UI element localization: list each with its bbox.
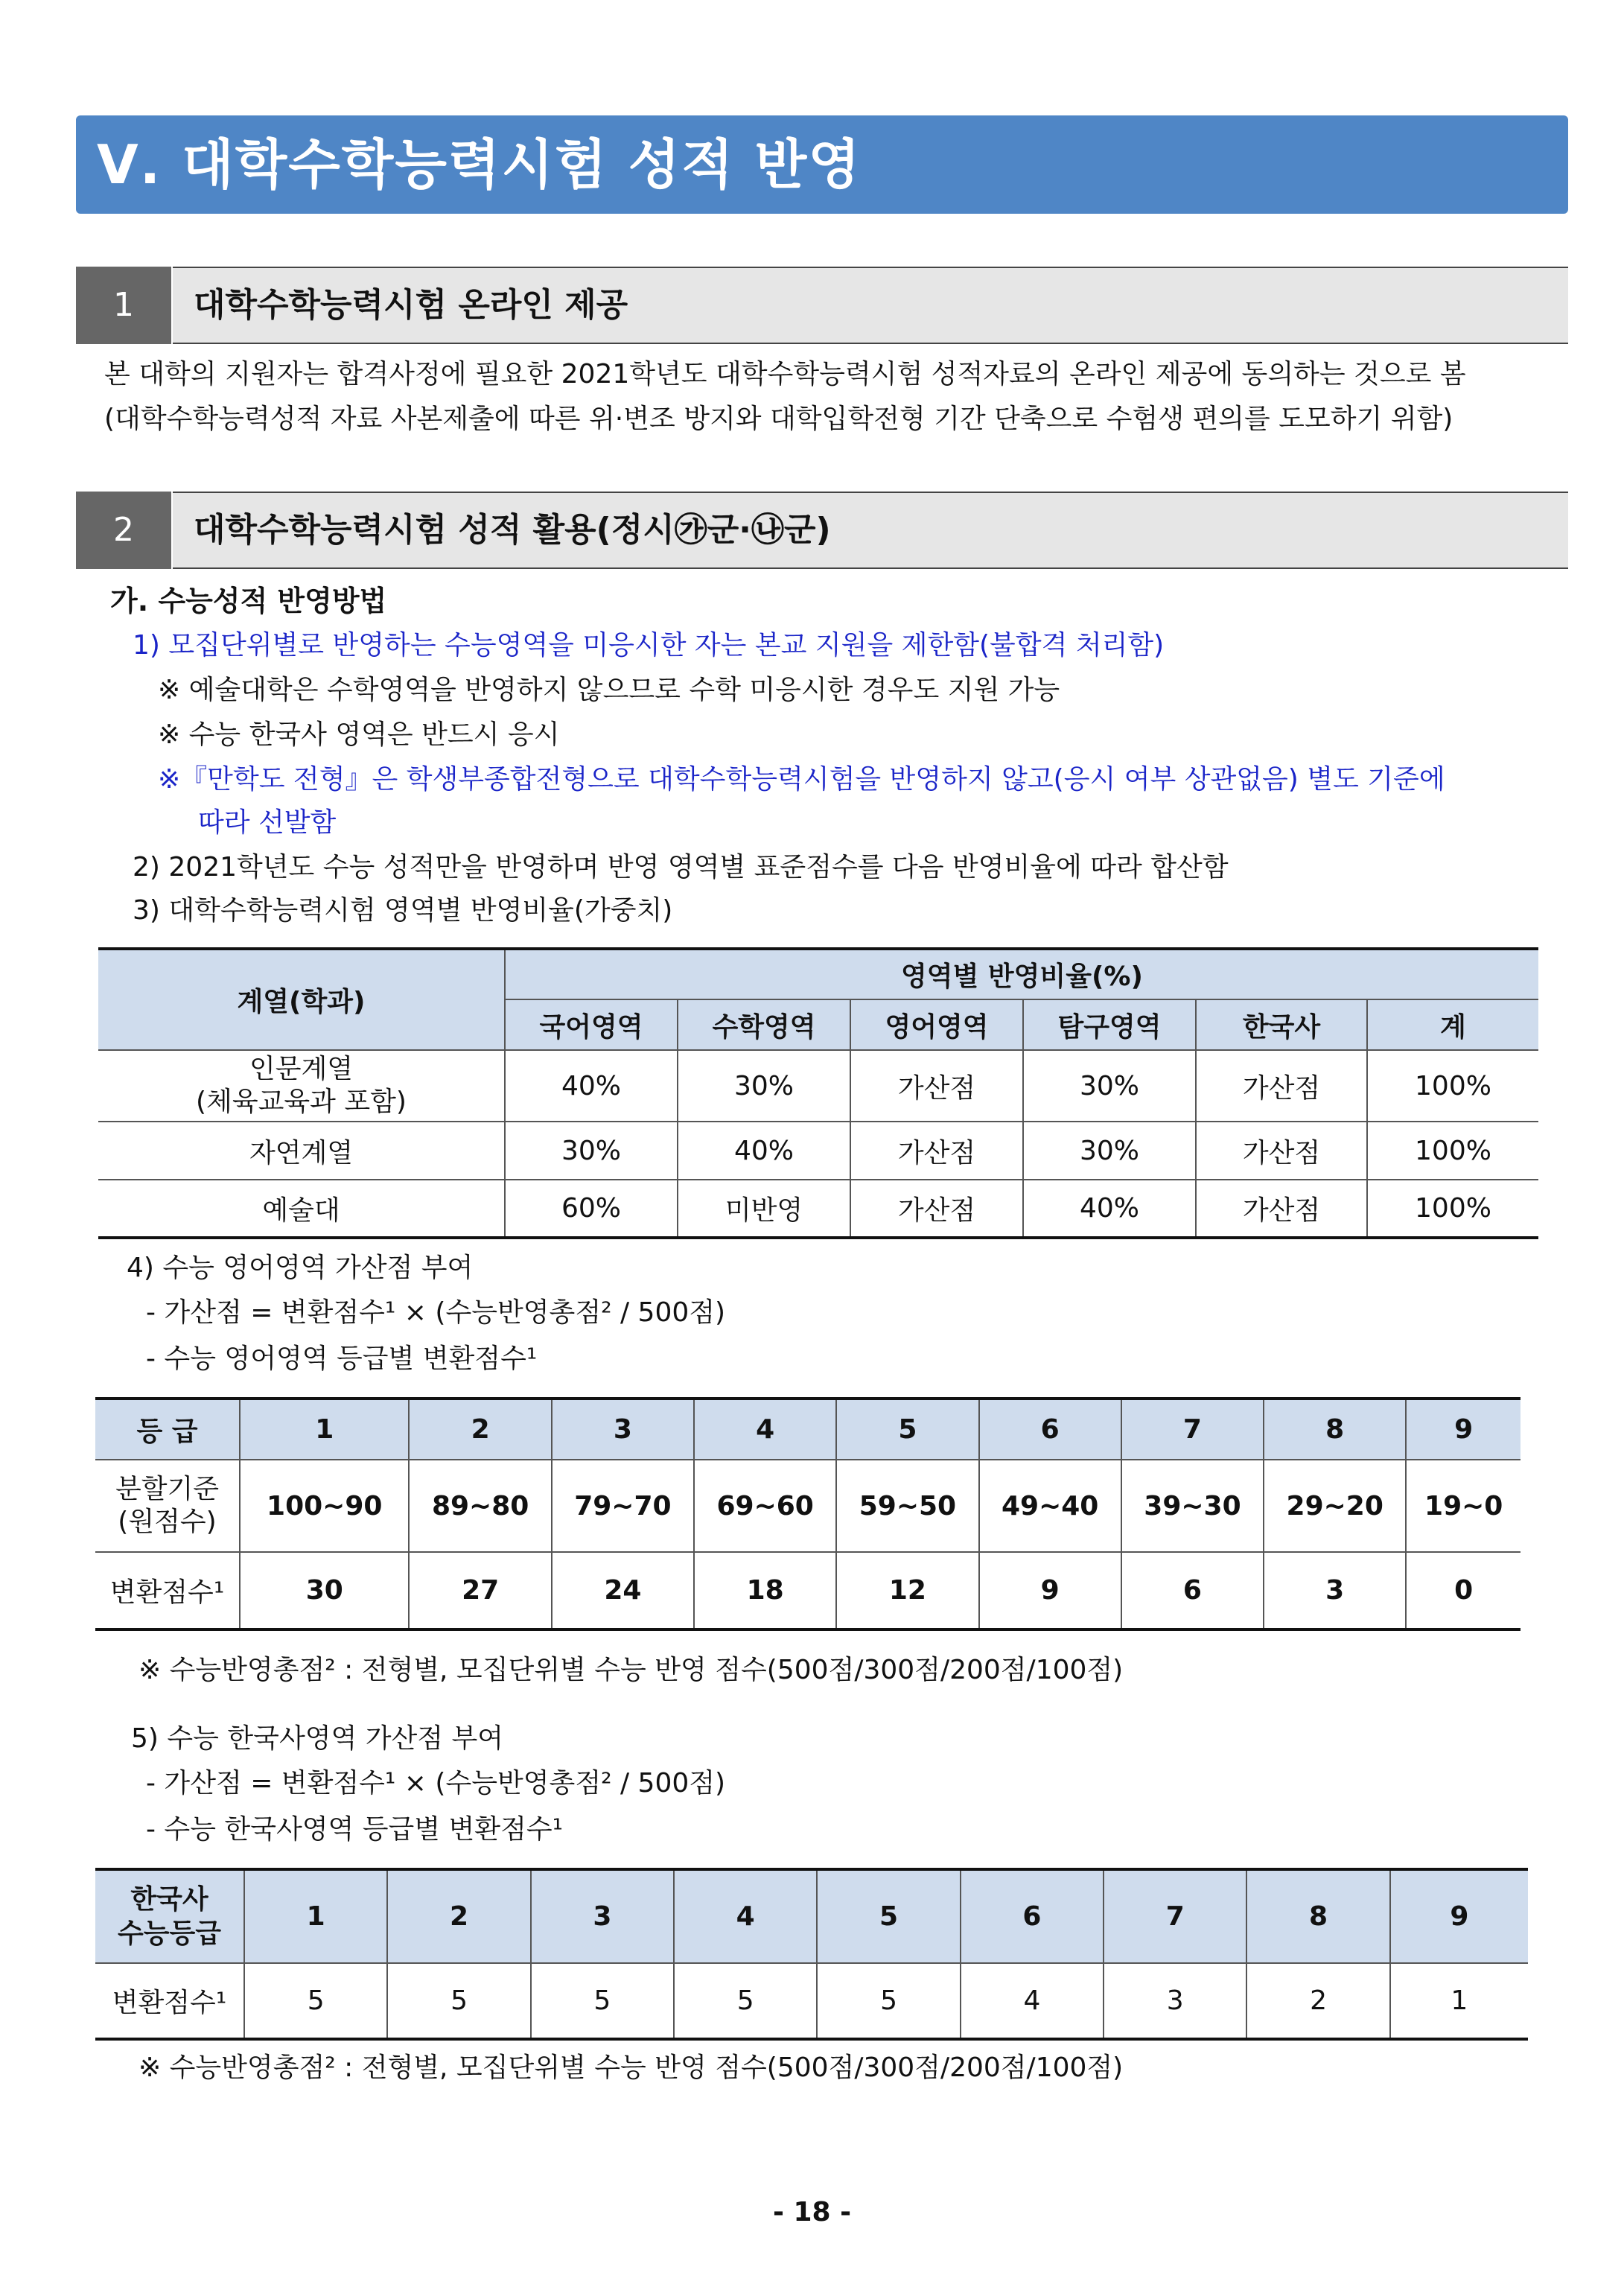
table-cell: 가산점: [850, 1050, 1023, 1122]
score-cell: 5: [531, 1963, 674, 2039]
history-item: 5) 수능 한국사영역 가산점 부여: [131, 1723, 504, 1754]
row-label-line1: 인문계열: [249, 1054, 354, 1084]
rule-item-3: 3) 대학수학능력시험 영역별 반영비율(가중치): [133, 895, 673, 926]
score-cell: 5: [244, 1963, 387, 2039]
table-cell: 40%: [505, 1050, 678, 1122]
section1-text-line2: (대학수학능력성적 자료 사본제출에 따른 위·변조 방지와 대학입학전형 기간 단축으로 수험생 편의를 도모하기 위함): [104, 404, 1453, 434]
grade-cell: 8: [1246, 1869, 1389, 1963]
column-header: 영어영역: [850, 999, 1023, 1050]
grade-cell: 4: [694, 1399, 836, 1460]
english-formula: - 가산점 = 변환점수¹ × (수능반영총점² / 500점): [146, 1297, 726, 1328]
grade-cell: 1: [240, 1399, 409, 1460]
table-cell: 가산점: [850, 1180, 1023, 1238]
history-formula: - 가산점 = 변환점수¹ × (수능반영총점² / 500점): [146, 1768, 726, 1799]
range-cell: 19~0: [1406, 1460, 1520, 1552]
table-cell: 30%: [505, 1122, 678, 1180]
score-label: 변환점수¹: [95, 1963, 244, 2039]
grade-cell: 7: [1121, 1399, 1264, 1460]
section2-title: 대학수학능력시험 성적 활용(정시㉮군·㉯군): [173, 492, 1568, 569]
table-cell: 40%: [678, 1122, 850, 1180]
section2-number: 2: [76, 492, 171, 569]
history-grade-table: [95, 1868, 1528, 2041]
range-cell: 79~70: [552, 1460, 694, 1552]
score-cell: 5: [817, 1963, 960, 2039]
grade-cell: 5: [836, 1399, 978, 1460]
row-label-line2: (체육교육과 포함): [196, 1087, 407, 1117]
score-row: [95, 1552, 1520, 1629]
score-label: 변환점수¹: [95, 1552, 240, 1629]
range-label-line1: 분할기준: [115, 1474, 220, 1504]
score-cell: 0: [1406, 1552, 1520, 1629]
grade-cell: 9: [1406, 1399, 1520, 1460]
grade-cell: 7: [1104, 1869, 1246, 1963]
score-cell: 2: [1246, 1963, 1389, 2039]
score-cell: 5: [387, 1963, 530, 2039]
grade-cell: 8: [1264, 1399, 1406, 1460]
table-cell: 40%: [1023, 1180, 1196, 1238]
grade-cell: 5: [817, 1869, 960, 1963]
range-cell: 89~80: [409, 1460, 551, 1552]
column-header: 탐구영역: [1023, 999, 1196, 1050]
grade-cell: 3: [552, 1399, 694, 1460]
header-ratio-group: 영역별 반영비율(%): [505, 949, 1538, 999]
note-mature-students-line2: 따라 선발함: [198, 807, 337, 838]
grade-header-row: [95, 1869, 1528, 1963]
table-row: [98, 1122, 1538, 1180]
section1-text-line1: 본 대학의 지원자는 합격사정에 필요한 2021학년도 대학수학능력시험 성적자료의 온라인 제공에 동의하는 것으로 봄: [104, 359, 1466, 389]
column-header: 한국사: [1196, 999, 1367, 1050]
chapter-title: Ⅴ. 대학수학능력시험 성적 반영: [76, 115, 1568, 214]
grade-cell: 6: [979, 1399, 1121, 1460]
row-label: [98, 1050, 505, 1122]
table-cell: 가산점: [1196, 1180, 1367, 1238]
history-table-caption: - 수능 한국사영역 등급별 변환점수¹: [146, 1814, 564, 1845]
ratio-table: [98, 947, 1538, 1239]
english-table-caption: - 수능 영어영역 등급별 변환점수¹: [146, 1343, 538, 1374]
table-cell: 30%: [1023, 1050, 1196, 1122]
score-cell: 1: [1390, 1963, 1528, 2039]
score-cell: 12: [836, 1552, 978, 1629]
grade-header-label: 등 급: [95, 1399, 240, 1460]
score-row: [95, 1963, 1528, 2039]
score-cell: 24: [552, 1552, 694, 1629]
column-header: 국어영역: [505, 999, 678, 1050]
score-cell: 5: [674, 1963, 817, 2039]
table-cell: 가산점: [1196, 1050, 1367, 1122]
grade-cell: 1: [244, 1869, 387, 1963]
section2-subheading: 가. 수능성적 반영방법: [110, 585, 387, 617]
table-cell: 가산점: [850, 1122, 1023, 1180]
range-label: [95, 1460, 240, 1552]
score-cell: 27: [409, 1552, 551, 1629]
range-cell: 69~60: [694, 1460, 836, 1552]
score-cell: 3: [1104, 1963, 1246, 2039]
row-label: 예술대: [98, 1180, 505, 1238]
page-number: - 18 -: [772, 2197, 852, 2227]
grade-header-row: [95, 1399, 1520, 1460]
note-history: ※ 수능 한국사 영역은 반드시 응시: [158, 719, 560, 750]
table-cell: 30%: [1023, 1122, 1196, 1180]
table-cell: 60%: [505, 1180, 678, 1238]
range-row: [95, 1460, 1520, 1552]
score-cell: 30: [240, 1552, 409, 1629]
section1-title: 대학수학능력시험 온라인 제공: [173, 267, 1568, 344]
history-footnote: ※ 수능반영총점² : 전형별, 모집단위별 수능 반영 점수(500점/300점/200점/100점): [138, 2052, 1124, 2083]
rule-item-1: 1) 모집단위별로 반영하는 수능영역을 미응시한 자는 본교 지원을 제한함(불합격 처리함): [133, 630, 1165, 661]
english-item: 4) 수능 영어영역 가산점 부여: [127, 1253, 474, 1283]
header-field: 계열(학과): [98, 949, 505, 1050]
score-cell: 9: [979, 1552, 1121, 1629]
score-cell: 18: [694, 1552, 836, 1629]
grade-cell: 9: [1390, 1869, 1528, 1963]
table-row: [98, 1180, 1538, 1238]
grade-header-label: [95, 1869, 244, 1963]
range-cell: 39~30: [1121, 1460, 1264, 1552]
grade-cell: 3: [531, 1869, 674, 1963]
grade-cell: 2: [409, 1399, 551, 1460]
english-footnote: ※ 수능반영총점² : 전형별, 모집단위별 수능 반영 점수(500점/300점/200점/100점): [138, 1655, 1124, 1685]
column-header: 계: [1367, 999, 1538, 1050]
range-label-line2: (원점수): [118, 1507, 217, 1537]
score-cell: 4: [961, 1963, 1104, 2039]
range-cell: 59~50: [836, 1460, 978, 1552]
section1-number: 1: [76, 267, 171, 344]
table-cell: 30%: [678, 1050, 850, 1122]
table-cell: 100%: [1367, 1122, 1538, 1180]
note-arts: ※ 예술대학은 수학영역을 반영하지 않으므로 수학 미응시한 경우도 지원 가능: [158, 675, 1060, 705]
table-cell: 미반영: [678, 1180, 850, 1238]
row-label: 자연계열: [98, 1122, 505, 1180]
column-header: 수학영역: [678, 999, 850, 1050]
table-cell: 100%: [1367, 1050, 1538, 1122]
note-mature-students-line1: ※『만학도 전형』은 학생부종합전형으로 대학수학능력시험을 반영하지 않고(응시 여부 상관없음) 별도 기준에: [158, 764, 1445, 795]
grade-cell: 2: [387, 1869, 530, 1963]
score-cell: 6: [1121, 1552, 1264, 1629]
range-cell: 49~40: [979, 1460, 1121, 1552]
range-cell: 100~90: [240, 1460, 409, 1552]
score-cell: 3: [1264, 1552, 1406, 1629]
grade-header-label-line1: 한국사: [130, 1883, 208, 1915]
grade-header-label-line2: 수능등급: [117, 1918, 222, 1949]
rule-item-2: 2) 2021학년도 수능 성적만을 반영하며 반영 영역별 표준점수를 다음 반영비율에 따라 합산함: [133, 852, 1229, 883]
table-cell: 가산점: [1196, 1122, 1367, 1180]
table-cell: 100%: [1367, 1180, 1538, 1238]
grade-cell: 6: [961, 1869, 1104, 1963]
grade-cell: 4: [674, 1869, 817, 1963]
english-grade-table: [95, 1397, 1520, 1631]
table-row: [98, 1050, 1538, 1122]
range-cell: 29~20: [1264, 1460, 1406, 1552]
